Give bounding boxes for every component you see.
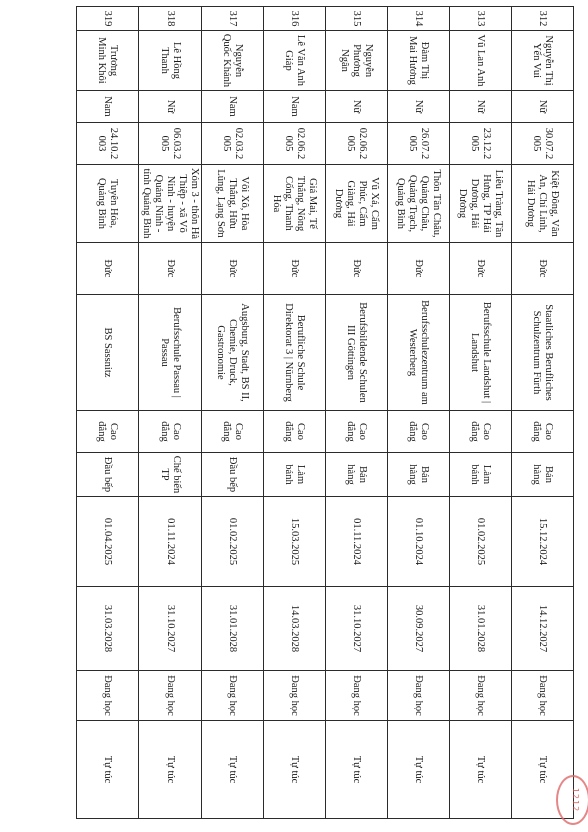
- cell-status: Đang học: [388, 671, 450, 721]
- cell-nationality: Đức: [77, 243, 139, 295]
- cell-funding: Tự túc: [512, 721, 574, 819]
- cell-school: Berufsbildende Schulen III Göttingen: [326, 295, 388, 411]
- cell-level: Cao đẳng: [77, 411, 139, 453]
- cell-level: Cao đẳng: [512, 411, 574, 453]
- red-seal-stamp: 1212: [556, 775, 588, 825]
- cell-funding: Tự túc: [388, 721, 450, 819]
- cell-funding: Tự túc: [77, 721, 139, 819]
- cell-school: Berufsschule Landshut | Landshut: [450, 295, 512, 411]
- cell-major: Bán hàng: [326, 453, 388, 497]
- cell-nationality: Đức: [512, 243, 574, 295]
- cell-nationality: Đức: [388, 243, 450, 295]
- cell-gender: Nam: [264, 91, 326, 123]
- cell-school: Berufsschule Passau | Passau: [139, 295, 202, 411]
- cell-status: Đang học: [450, 671, 512, 721]
- cell-no: 314: [388, 7, 450, 31]
- cell-end: 14.12.2027: [512, 587, 574, 671]
- cell-address: Kiệt Đông, Vân An, Chí Linh, Hải Dương: [512, 165, 574, 243]
- cell-status: Đang học: [77, 671, 139, 721]
- cell-address: Giá Mai, Tế Thắng, Nông Cống, Thanh Hóa: [264, 165, 326, 243]
- table-row: [450, 7, 512, 819]
- cell-address: Xóm 3 - thôn Hà Thiệp - xã Võ Ninh - huyện Quảng Ninh - tỉnh Quảng Bình: [139, 165, 202, 243]
- cell-status: Đang học: [202, 671, 264, 721]
- cell-no: 313: [450, 7, 512, 31]
- cell-dob: 24.10.2 003: [77, 123, 139, 165]
- cell-no: 318: [139, 7, 202, 31]
- cell-end: 30.09.2027: [388, 587, 450, 671]
- cell-nationality: Đức: [202, 243, 264, 295]
- cell-name: Trương Minh Khôi: [77, 31, 139, 91]
- cell-dob: 06.03.2 005: [139, 123, 202, 165]
- cell-end: 14.03.2028: [264, 587, 326, 671]
- cell-status: Đang học: [326, 671, 388, 721]
- cell-end: 31.10.2027: [326, 587, 388, 671]
- cell-gender: Nữ: [326, 91, 388, 123]
- cell-start: 01.04.2025: [77, 497, 139, 587]
- cell-level: Cao đẳng: [450, 411, 512, 453]
- cell-no: 312: [512, 7, 574, 31]
- cell-address: Vũ Xá, Cẩm Phúc, Cẩm Giàng, Hải Dương: [326, 165, 388, 243]
- cell-gender: Nữ: [388, 91, 450, 123]
- cell-nationality: Đức: [450, 243, 512, 295]
- cell-major: Bán hàng: [388, 453, 450, 497]
- cell-school: Berufliche Schule Direktorat 3 | Nürnberg: [264, 295, 326, 411]
- cell-funding: Tự túc: [139, 721, 202, 819]
- cell-name: Lê Hồng Thanh: [139, 31, 202, 91]
- cell-gender: Nữ: [139, 91, 202, 123]
- cell-start: 01.02.2025: [202, 497, 264, 587]
- cell-funding: Tự túc: [450, 721, 512, 819]
- cell-major: Đầu bếp: [202, 453, 264, 497]
- cell-major: Đầu bếp: [77, 453, 139, 497]
- cell-gender: Nam: [202, 91, 264, 123]
- cell-start: 01.02.2025: [450, 497, 512, 587]
- cell-level: Cao đẳng: [264, 411, 326, 453]
- table-row: [264, 7, 326, 819]
- cell-address: Tuyên Hóa, Quảng Bình: [77, 165, 139, 243]
- cell-funding: Tự túc: [326, 721, 388, 819]
- cell-start: 01.11.2024: [326, 497, 388, 587]
- cell-status: Đang học: [264, 671, 326, 721]
- cell-no: 317: [202, 7, 264, 31]
- cell-nationality: Đức: [139, 243, 202, 295]
- cell-end: 31.01.2028: [202, 587, 264, 671]
- cell-dob: 26.07.2 005: [388, 123, 450, 165]
- cell-major: Chế biến TP: [139, 453, 202, 497]
- cell-name: Nguyễn Phương Ngân: [326, 31, 388, 91]
- cell-dob: 23.12.2 005: [450, 123, 512, 165]
- cell-status: Đang học: [512, 671, 574, 721]
- cell-school: Staatliches Berufliches Schulzentrum Fürth: [512, 295, 574, 411]
- cell-no: 315: [326, 7, 388, 31]
- cell-major: Làm bánh: [450, 453, 512, 497]
- cell-start: 15.12.2024: [512, 497, 574, 587]
- cell-end: 31.01.2028: [450, 587, 512, 671]
- cell-dob: 30.07.2 005: [512, 123, 574, 165]
- cell-major: Bán hàng: [512, 453, 574, 497]
- cell-nationality: Đức: [264, 243, 326, 295]
- table-row: [139, 7, 202, 819]
- table-row: [512, 7, 574, 819]
- cell-gender: Nam: [77, 91, 139, 123]
- cell-address: Liêu Tràng, Tân Hưng, TP Hải Dương, Hải Dương: [450, 165, 512, 243]
- cell-level: Cao đẳng: [388, 411, 450, 453]
- cell-start: 01.11.2024: [139, 497, 202, 587]
- cell-major: Làm bánh: [264, 453, 326, 497]
- table-row: [77, 7, 139, 819]
- cell-end: 31.10.2027: [139, 587, 202, 671]
- cell-start: 15.03.2025: [264, 497, 326, 587]
- cell-level: Cao đẳng: [139, 411, 202, 453]
- table-row: [326, 7, 388, 819]
- table-row: [388, 7, 450, 819]
- cell-level: Cao đẳng: [326, 411, 388, 453]
- cell-name: Nguyễn Quốc Khánh: [202, 31, 264, 91]
- cell-level: Cao đẳng: [202, 411, 264, 453]
- cell-name: Nguyễn Thị Yến Vui: [512, 31, 574, 91]
- cell-name: Vũ Lan Anh: [450, 31, 512, 91]
- cell-gender: Nữ: [450, 91, 512, 123]
- cell-dob: 02.06.2 005: [326, 123, 388, 165]
- cell-no: 316: [264, 7, 326, 31]
- cell-dob: 02.03.2 005: [202, 123, 264, 165]
- cell-school: Berufsschulezentrum am Westerberg: [388, 295, 450, 411]
- cell-nationality: Đức: [326, 243, 388, 295]
- table-row: [202, 7, 264, 819]
- cell-no: 319: [77, 7, 139, 31]
- cell-school: BS Sassnitz: [77, 295, 139, 411]
- cell-start: 01.10.2024: [388, 497, 450, 587]
- cell-school: Augsburg, Stadt, BS II, Chemie, Druck, Gastronomie: [202, 295, 264, 411]
- cell-name: Đàm Thị Mai Hương: [388, 31, 450, 91]
- cell-funding: Tự túc: [202, 721, 264, 819]
- cell-dob: 02.06.2 005: [264, 123, 326, 165]
- cell-end: 31.03.2028: [77, 587, 139, 671]
- cell-name: Lê Văn Anh Giáp: [264, 31, 326, 91]
- cell-funding: Tự túc: [264, 721, 326, 819]
- cell-status: Đang học: [139, 671, 202, 721]
- cell-address: Thôn Tân Châu, Quảng Châu, Quảng Trạch, Quảng Bình: [388, 165, 450, 243]
- cell-address: Vôi Xô, Hòa Thắng, Hữu Lũng, Lạng Sơn: [202, 165, 264, 243]
- student-table: [76, 6, 574, 819]
- cell-gender: Nữ: [512, 91, 574, 123]
